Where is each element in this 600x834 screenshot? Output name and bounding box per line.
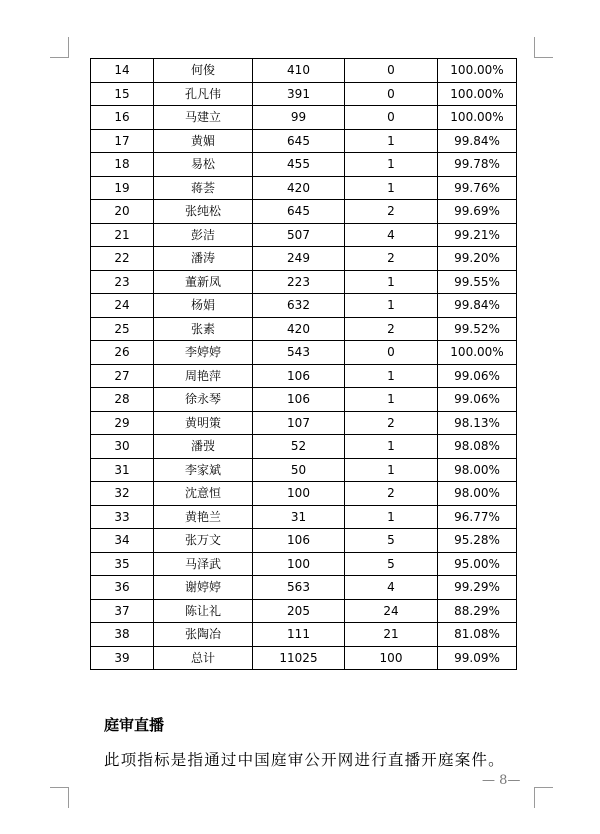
total-cell: 391 — [253, 82, 345, 106]
name-cell: 沈意恒 — [154, 482, 253, 506]
count-cell: 1 — [345, 176, 438, 200]
total-cell: 106 — [253, 364, 345, 388]
total-cell: 249 — [253, 247, 345, 271]
row-index-cell: 24 — [91, 294, 154, 318]
row-index-cell: 37 — [91, 599, 154, 623]
count-cell: 100 — [345, 646, 438, 670]
rate-cell: 99.06% — [438, 388, 517, 412]
table-row — [91, 529, 517, 553]
table-row — [91, 552, 517, 576]
count-cell: 4 — [345, 576, 438, 600]
name-cell: 潘涛 — [154, 247, 253, 271]
row-index-cell: 31 — [91, 458, 154, 482]
total-cell: 420 — [253, 176, 345, 200]
rate-cell: 99.84% — [438, 294, 517, 318]
name-cell: 黄明策 — [154, 411, 253, 435]
count-cell: 24 — [345, 599, 438, 623]
count-cell: 2 — [345, 411, 438, 435]
table-row — [91, 623, 517, 647]
table-row — [91, 576, 517, 600]
name-cell: 易松 — [154, 153, 253, 177]
total-cell: 107 — [253, 411, 345, 435]
total-cell: 99 — [253, 106, 345, 130]
count-cell: 2 — [345, 247, 438, 271]
rate-cell: 99.29% — [438, 576, 517, 600]
row-index-cell: 38 — [91, 623, 154, 647]
name-cell: 蒋荟 — [154, 176, 253, 200]
row-index-cell: 15 — [91, 82, 154, 106]
row-index-cell: 35 — [91, 552, 154, 576]
total-cell: 645 — [253, 129, 345, 153]
rate-cell: 100.00% — [438, 341, 517, 365]
total-cell: 632 — [253, 294, 345, 318]
count-cell: 1 — [345, 458, 438, 482]
rate-cell: 96.77% — [438, 505, 517, 529]
name-cell: 李婷婷 — [154, 341, 253, 365]
total-cell: 50 — [253, 458, 345, 482]
rate-cell: 99.06% — [438, 364, 517, 388]
crop-mark-bottom-left — [50, 787, 69, 808]
total-cell: 420 — [253, 317, 345, 341]
rate-cell: 99.55% — [438, 270, 517, 294]
name-cell: 黄媚 — [154, 129, 253, 153]
rate-cell: 99.20% — [438, 247, 517, 271]
rate-cell: 99.52% — [438, 317, 517, 341]
table-row — [91, 129, 517, 153]
section-heading: 庭审直播 — [104, 716, 165, 734]
row-index-cell: 27 — [91, 364, 154, 388]
total-cell: 507 — [253, 223, 345, 247]
table-row — [91, 458, 517, 482]
rate-cell: 81.08% — [438, 623, 517, 647]
total-cell: 563 — [253, 576, 345, 600]
count-cell: 0 — [345, 341, 438, 365]
name-cell: 张纯松 — [154, 200, 253, 224]
table-row — [91, 270, 517, 294]
name-cell: 总计 — [154, 646, 253, 670]
rate-cell: 98.00% — [438, 458, 517, 482]
count-cell: 2 — [345, 200, 438, 224]
table-row — [91, 364, 517, 388]
crop-mark-top-left — [50, 37, 69, 58]
total-cell: 11025 — [253, 646, 345, 670]
rate-cell: 100.00% — [438, 59, 517, 83]
total-cell: 111 — [253, 623, 345, 647]
rate-cell: 99.69% — [438, 200, 517, 224]
count-cell: 0 — [345, 82, 438, 106]
table-body — [91, 59, 517, 670]
table-row — [91, 223, 517, 247]
name-cell: 彭洁 — [154, 223, 253, 247]
rate-cell: 99.76% — [438, 176, 517, 200]
total-cell: 410 — [253, 59, 345, 83]
count-cell: 1 — [345, 270, 438, 294]
row-index-cell: 18 — [91, 153, 154, 177]
name-cell: 张素 — [154, 317, 253, 341]
row-index-cell: 29 — [91, 411, 154, 435]
table-row — [91, 59, 517, 83]
total-cell: 106 — [253, 388, 345, 412]
count-cell: 4 — [345, 223, 438, 247]
total-cell: 31 — [253, 505, 345, 529]
rate-cell: 95.00% — [438, 552, 517, 576]
rate-cell: 99.78% — [438, 153, 517, 177]
count-cell: 2 — [345, 317, 438, 341]
section-paragraph: 此项指标是指通过中国庭审公开网进行直播开庭案件。 — [104, 751, 505, 769]
crop-mark-top-right — [534, 37, 553, 58]
row-index-cell: 20 — [91, 200, 154, 224]
name-cell: 谢婷婷 — [154, 576, 253, 600]
table-row — [91, 317, 517, 341]
table-row — [91, 505, 517, 529]
table-row — [91, 388, 517, 412]
name-cell: 张陶冶 — [154, 623, 253, 647]
total-cell: 106 — [253, 529, 345, 553]
count-cell: 21 — [345, 623, 438, 647]
row-index-cell: 25 — [91, 317, 154, 341]
rate-cell: 100.00% — [438, 106, 517, 130]
row-index-cell: 36 — [91, 576, 154, 600]
total-cell: 455 — [253, 153, 345, 177]
row-index-cell: 19 — [91, 176, 154, 200]
count-cell: 1 — [345, 129, 438, 153]
table-row — [91, 294, 517, 318]
count-cell: 5 — [345, 529, 438, 553]
name-cell: 马泽武 — [154, 552, 253, 576]
name-cell: 李家斌 — [154, 458, 253, 482]
table-row — [91, 435, 517, 459]
name-cell: 杨娟 — [154, 294, 253, 318]
row-index-cell: 39 — [91, 646, 154, 670]
count-cell: 5 — [345, 552, 438, 576]
rate-cell: 98.13% — [438, 411, 517, 435]
row-index-cell: 14 — [91, 59, 154, 83]
count-cell: 1 — [345, 435, 438, 459]
total-cell: 100 — [253, 482, 345, 506]
row-index-cell: 28 — [91, 388, 154, 412]
count-cell: 2 — [345, 482, 438, 506]
table-row — [91, 106, 517, 130]
table-row — [91, 200, 517, 224]
count-cell: 1 — [345, 505, 438, 529]
name-cell: 徐永琴 — [154, 388, 253, 412]
total-cell: 645 — [253, 200, 345, 224]
table-row — [91, 176, 517, 200]
name-cell: 张万文 — [154, 529, 253, 553]
table-row — [91, 646, 517, 670]
crop-mark-bottom-right — [534, 787, 553, 808]
name-cell: 董新凤 — [154, 270, 253, 294]
count-cell: 1 — [345, 294, 438, 318]
total-cell: 543 — [253, 341, 345, 365]
rate-cell: 99.09% — [438, 646, 517, 670]
statistics-table — [90, 58, 517, 670]
total-cell: 223 — [253, 270, 345, 294]
row-index-cell: 17 — [91, 129, 154, 153]
rate-cell: 88.29% — [438, 599, 517, 623]
row-index-cell: 16 — [91, 106, 154, 130]
table-row — [91, 82, 517, 106]
total-cell: 52 — [253, 435, 345, 459]
rate-cell: 98.00% — [438, 482, 517, 506]
rate-cell: 99.84% — [438, 129, 517, 153]
table-row — [91, 247, 517, 271]
table-row — [91, 599, 517, 623]
name-cell: 马建立 — [154, 106, 253, 130]
row-index-cell: 23 — [91, 270, 154, 294]
rate-cell: 99.21% — [438, 223, 517, 247]
row-index-cell: 34 — [91, 529, 154, 553]
rate-cell: 98.08% — [438, 435, 517, 459]
table-row — [91, 341, 517, 365]
count-cell: 1 — [345, 364, 438, 388]
count-cell: 0 — [345, 59, 438, 83]
row-index-cell: 26 — [91, 341, 154, 365]
row-index-cell: 22 — [91, 247, 154, 271]
name-cell: 何俊 — [154, 59, 253, 83]
name-cell: 潘弢 — [154, 435, 253, 459]
rate-cell: 95.28% — [438, 529, 517, 553]
row-index-cell: 30 — [91, 435, 154, 459]
row-index-cell: 33 — [91, 505, 154, 529]
name-cell: 孔凡伟 — [154, 82, 253, 106]
row-index-cell: 32 — [91, 482, 154, 506]
count-cell: 1 — [345, 153, 438, 177]
rate-cell: 100.00% — [438, 82, 517, 106]
row-index-cell: 21 — [91, 223, 154, 247]
name-cell: 周艳萍 — [154, 364, 253, 388]
total-cell: 205 — [253, 599, 345, 623]
table-row — [91, 153, 517, 177]
table-row — [91, 411, 517, 435]
total-cell: 100 — [253, 552, 345, 576]
table-row — [91, 482, 517, 506]
count-cell: 0 — [345, 106, 438, 130]
count-cell: 1 — [345, 388, 438, 412]
page-number: — 8— — [482, 773, 521, 788]
name-cell: 黄艳兰 — [154, 505, 253, 529]
name-cell: 陈让礼 — [154, 599, 253, 623]
